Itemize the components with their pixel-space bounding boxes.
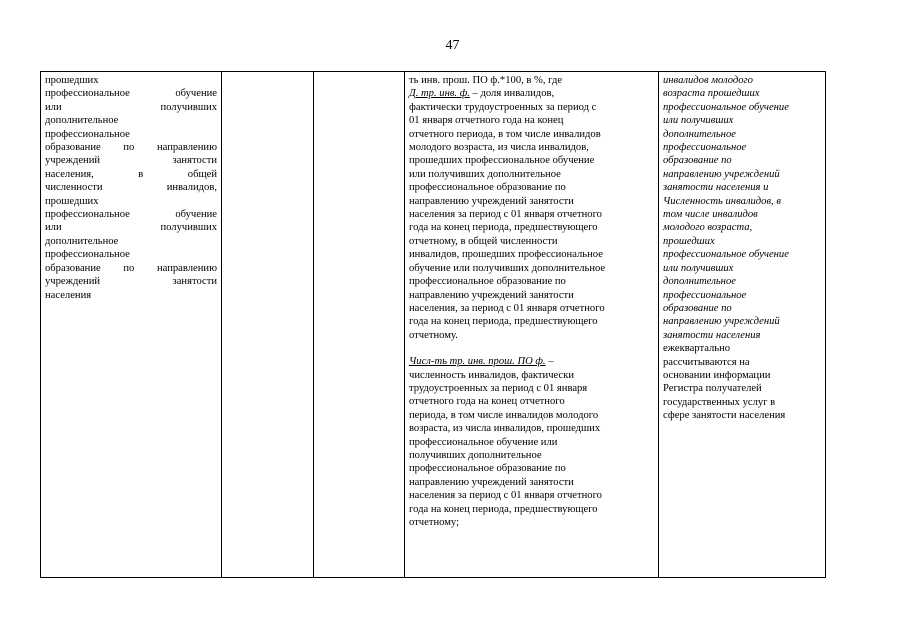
text-line: прошедших (45, 195, 99, 207)
text-line: образование по (663, 302, 732, 314)
text-line: профессиональное (663, 142, 747, 154)
text-line: дополнительное (663, 276, 736, 288)
indicator-name-cell (41, 72, 222, 578)
text-line: или получивших (45, 222, 217, 234)
term-1-rest: – доля инвалидов, (469, 88, 555, 100)
empty-cell-2 (222, 72, 314, 578)
text-line: сфере занятости населения (663, 410, 786, 422)
text-line: получивших дополнительное (409, 449, 542, 461)
text-line: возраста, из числа инвалидов, прошедших (409, 423, 601, 435)
text-line: образование по направлению (45, 142, 217, 154)
text-line: возраста прошедших (663, 88, 760, 100)
text-line: профессиональное обучение (45, 209, 217, 221)
term-2-description (409, 369, 654, 530)
text-line: направлению учреждений занятости (409, 289, 574, 301)
text-line: профессиональное (45, 128, 130, 140)
text-line: учреждений занятости (45, 155, 217, 167)
text-line: Регистра получателей (663, 383, 762, 395)
text-line: профессиональное обучение (663, 249, 789, 261)
text-line: дополнительное (663, 128, 736, 140)
text-line: численность инвалидов, фактически (409, 369, 575, 381)
text-line: или получивших дополнительное (409, 168, 561, 180)
text-line: или получивших (663, 262, 734, 274)
text-line: Численность инвалидов, в (663, 195, 781, 207)
text-line: молодого возраста, из числа инвалидов, (409, 142, 589, 154)
source-italic-text (663, 74, 821, 342)
text-line: населения за период с 01 января отчетного (409, 209, 602, 221)
term-2: Числ-ть тр. инв. прош. ПО ф. (409, 356, 546, 368)
text-line: населения, за период с 01 января отчетного (409, 302, 605, 314)
text-line: отчетного периода, в том числе инвалидов (409, 128, 601, 140)
indicator-name-text (45, 74, 217, 302)
page-number: 47 (445, 38, 460, 53)
source-cell (659, 72, 826, 578)
text-line: образование по (663, 155, 732, 167)
text-line: населения, в общей (45, 168, 217, 180)
text-line: том числе инвалидов (663, 209, 758, 221)
text-line: занятости населения и (663, 182, 769, 194)
text-line: образование по направлению (45, 262, 217, 274)
formula-cell (405, 72, 659, 578)
text-line: периода, в том числе инвалидов молодого (409, 409, 599, 421)
text-line: основании информации (663, 369, 771, 381)
indicator-table (40, 71, 826, 578)
text-line: профессиональное образование по (409, 276, 566, 288)
term-2-rest: – (545, 356, 554, 368)
text-line: отчетному. (409, 329, 458, 341)
term-definition-1 (409, 87, 654, 100)
text-line: занятости населения (663, 329, 761, 341)
text-line: прошедших (45, 75, 99, 86)
text-line: или получивших (663, 115, 734, 127)
text-line: направлению учреждений занятости (409, 476, 574, 488)
text-line: года на конец периода, предшествующего (409, 316, 598, 328)
text-line: обучение или получивших дополнительное (409, 262, 606, 274)
text-line: отчетному, в общей численности (409, 235, 558, 247)
text-line: фактически трудоустроенных за период с (409, 101, 597, 113)
source-normal-text (663, 342, 821, 422)
text-line: профессиональное образование по (409, 182, 566, 194)
text-line: профессиональное обучение или (409, 436, 558, 448)
text-line: направлению учреждений занятости (409, 195, 574, 207)
text-line: рассчитываются на (663, 356, 750, 368)
text-line: направлению учреждений (663, 316, 780, 328)
text-line: отчетному; (409, 517, 460, 528)
text-line: года на конец периода, предшествующего (409, 222, 598, 234)
text-line: трудоустроенных за период с 01 января (409, 382, 588, 394)
term-1: Д. тр. инв. ф. (409, 88, 470, 100)
text-line: молодого возраста, (663, 222, 753, 234)
text-line: года на конец периода, предшествующего (409, 503, 598, 515)
text-line: государственных услуг в (663, 396, 776, 408)
term-1-description (409, 101, 654, 342)
text-line: населения (45, 289, 92, 301)
empty-cell-3 (314, 72, 405, 578)
text-line: инвалидов молодого (663, 75, 753, 86)
text-line: прошедших (663, 235, 715, 247)
text-line: или получивших (45, 101, 217, 113)
text-line: численности инвалидов, (45, 182, 217, 194)
text-line: дополнительное (45, 115, 119, 127)
text-line: профессиональное образование по (409, 463, 566, 475)
text-line: профессиональное (45, 249, 130, 261)
text-line: ежеквартально (663, 343, 731, 355)
text-line: населения за период с 01 января отчетного (409, 490, 602, 502)
text-line: учреждений занятости (45, 276, 217, 288)
formula-line: ть инв. прош. ПО ф.*100, в %, где (409, 75, 563, 86)
table-row (41, 72, 826, 578)
text-line: отчетного года на конец отчетного (409, 396, 565, 408)
text-line: дополнительное (45, 235, 119, 247)
text-line: профессиональное обучение (663, 101, 789, 113)
text-line: направлению учреждений (663, 168, 780, 180)
text-line: 01 января отчетного года на конец (409, 115, 564, 127)
text-line: профессиональное обучение (45, 88, 217, 100)
text-line: профессиональное (663, 289, 747, 301)
text-line: прошедших профессиональное обучение (409, 155, 595, 167)
text-line: инвалидов, прошедших профессиональное (409, 249, 603, 261)
term-definition-2 (409, 355, 654, 368)
